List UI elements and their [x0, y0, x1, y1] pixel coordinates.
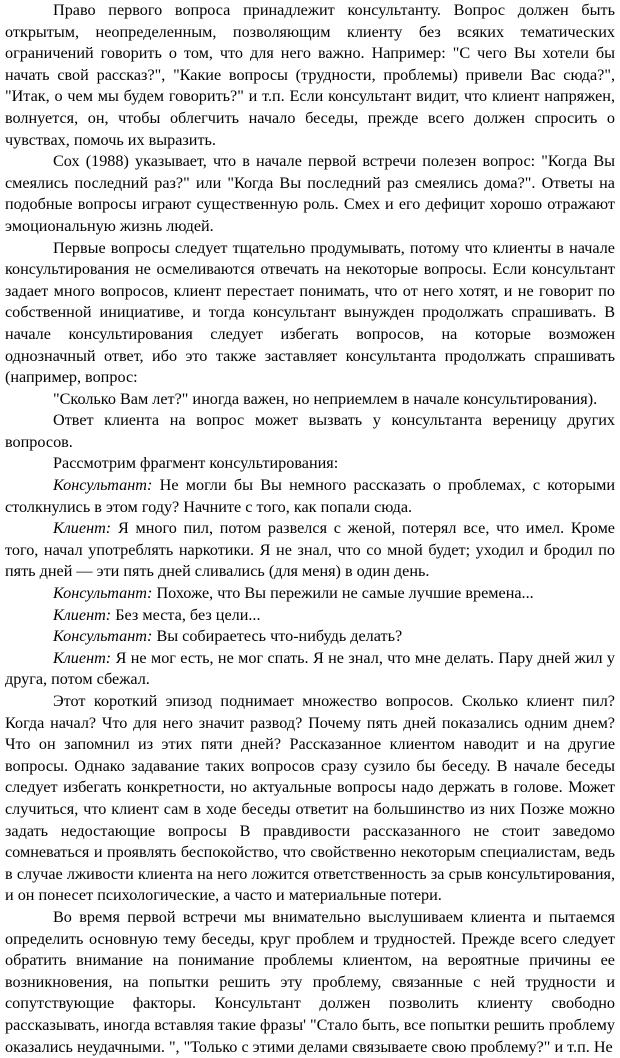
speaker-label: Клиент:	[53, 519, 112, 538]
paragraph-text: Ответ клиента на вопрос может вызвать у консультанта вереницу других вопросов.	[5, 411, 615, 451]
paragraph-4	[5, 389, 615, 411]
dialogue-text: Без места, без цели...	[111, 605, 261, 624]
paragraph-6	[5, 453, 615, 475]
paragraph-3	[5, 238, 615, 389]
dialogue-line-consultant	[5, 583, 615, 605]
dialogue-line-consultant	[5, 626, 615, 648]
paragraph-1	[5, 0, 615, 151]
dialogue-line-client	[5, 518, 615, 583]
dialogue-text: Вы собираетесь что-нибудь делать?	[152, 627, 403, 646]
dialogue-line-client	[5, 605, 615, 627]
speaker-label: Консультант:	[53, 584, 153, 603]
dialogue-text: Не могли бы Вы немного рассказать о проблемах, с которыми столкнулись в этом году? Начните с того, как попали сюда.	[5, 476, 615, 516]
speaker-label: Консультант:	[53, 627, 153, 646]
paragraph-text: "Сколько Вам лет?" иногда важен, но неприемлем в начале консультирования).	[53, 389, 598, 408]
speaker-label: Консультант:	[53, 476, 153, 495]
dialogue-text: Я не мог есть, не мог спать. Я не знал, что мне делать. Пару дней жил у друга, потом сбежал.	[5, 648, 615, 689]
paragraph-5	[5, 410, 615, 453]
dialogue-text: Похоже, что Вы пережили не самые лучшие времена...	[152, 584, 534, 603]
speaker-label: Клиент:	[53, 648, 112, 667]
paragraph-text: Этот короткий эпизод поднимает множество вопросов. Сколько клиент пил? Когда начал? Что для него значит развод? Почему пять дней показались одним днем? Что он запомнил из этих пяти дней? Рассказанное клиентом наводит и на другие вопросы. Однако задавание таких вопросов сразу сузило бы беседу. В начале беседы следует избегать конкретности, но актуальные вопросы надо держать в голове. Может случиться, что клиент сам в ходе беседы ответит на большинство из них Позже можно задать недостающие вопросы В правдивости рассказанного не стоит заведомо сомневаться и проявлять беспокойство, что свойственно некоторым специалистам, ведь в случае лживости клиента на него ложится ответственность за срыв консультирования, и он понесет психологические, а часто и материальные потери.	[5, 692, 615, 905]
dialogue-line-consultant	[5, 475, 615, 518]
paragraph-2	[5, 151, 615, 237]
paragraph-text: Первые вопросы следует тщательно продумывать, потому что клиенты в начале консультирования не осмеливаются отвечать на некоторые вопросы. Если консультант задает много вопросов, клиент перестает понимать, что от него хотят, и не говорит по собственной инициативе, и тогда консультант вынужден продолжать спрашивать. В начале консультирования следует избегать вопросов, на которые возможен однозначный ответ, ибо это также заставляет консультанта продолжать спрашивать (например, вопрос:	[5, 238, 615, 387]
paragraph-text: Во время первой встречи мы внимательно выслушиваем клиента и пытаемся определить основную тему беседы, круг проблем и трудностей. Прежде всего следует обратить внимание на понимание проблемы клиентом, на вероятные причины ее возникновения, на попытки решить эту проблему, связанные с ней трудности и сопутствующие факторы. Консультант должен позволить клиенту свободно рассказывать, иногда вставляя такие фразы' "Стало быть, все попытки решить проблему оказались неудачными. ", "Только с этими делами связываете свою проблему?" и т.п. Не	[5, 907, 616, 1056]
paragraph-text: Сох (1988) указывает, что в начале первой встречи полезен вопрос: "Когда Вы смеялись последний раз?" или "Когда Вы последний раз смеялись дома?". Ответы на подобные вопросы играют существенную роль. Смех и его дефицит хорошо отражают эмоциональную жизнь людей.	[5, 152, 615, 235]
paragraph-text: Право первого вопроса принадлежит консультанту. Вопрос должен быть открытым, неопределенным, позволяющим клиенту без всяких тематических ограничений говорить о том, что для него важно. Например: "С чего Вы хотели бы начать свой рассказ?", "Какие вопросы (трудности, проблемы) привели Вас сюда?", "Итак, о чем мы будем говорить?" и т.п. Если консультант видит, что клиент напряжен, волнуется, он, чтобы облегчить начало беседы, прежде всего должен спросить о чувствах, помочь их выразить.	[5, 1, 615, 149]
paragraph-text: Рассмотрим фрагмент консультирования:	[53, 454, 339, 473]
dialogue-line-client	[5, 648, 615, 691]
speaker-label: Клиент:	[53, 605, 112, 624]
paragraph-7	[5, 691, 615, 907]
paragraph-8	[5, 907, 615, 1058]
dialogue-text: Я много пил, потом развелся с женой, потерял все, что имел. Кроме того, начал употреблять наркотики. Я не знал, что со мной будет; уходил и бродил по пять дней — эти пять дней сливались (для меня) в один день.	[5, 519, 615, 581]
